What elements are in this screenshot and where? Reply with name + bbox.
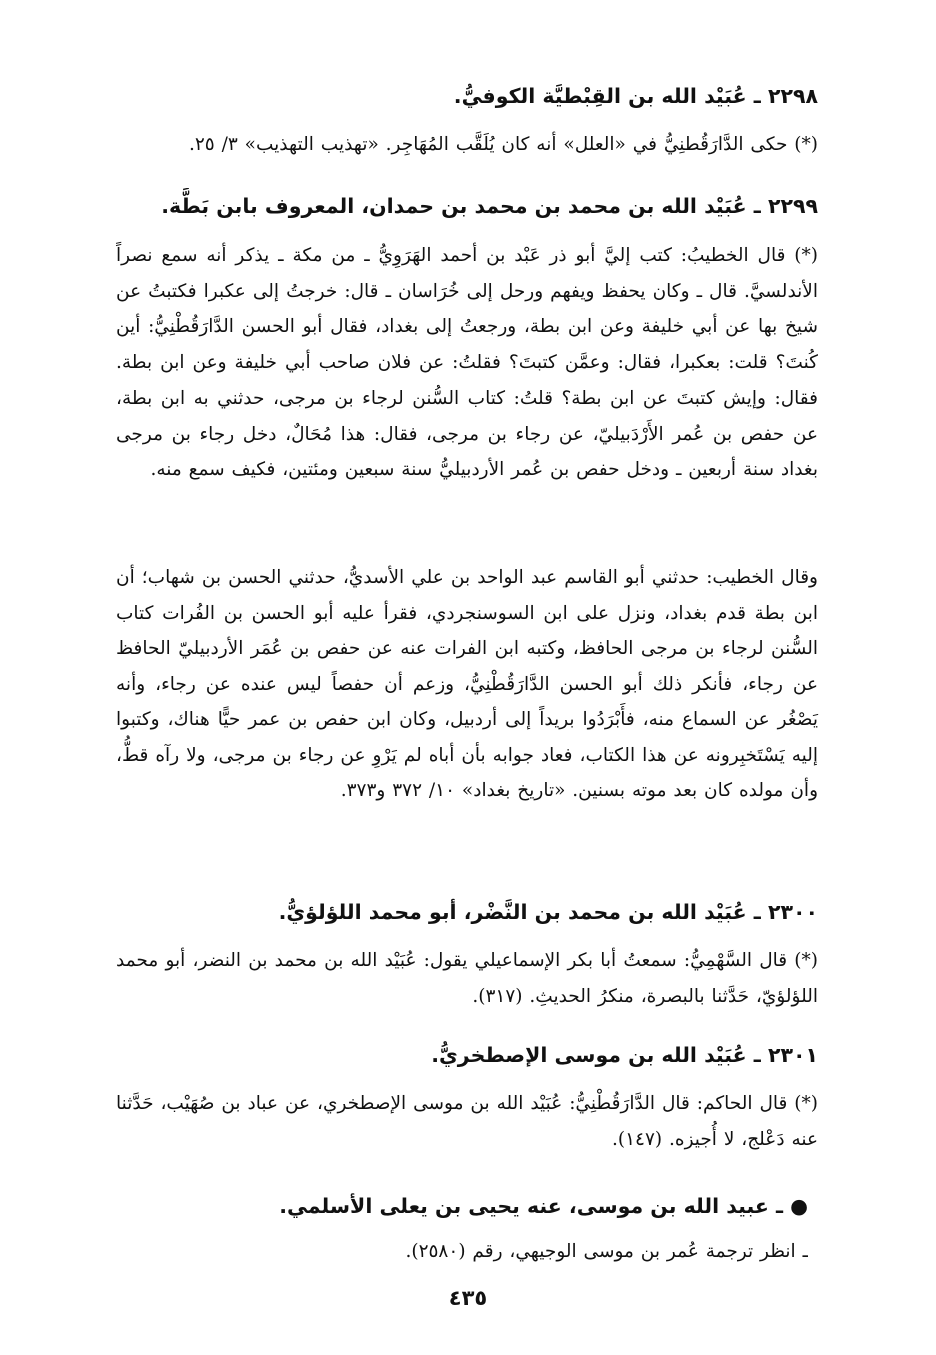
entry-heading: ٢٣٠١ ـ عُبَيْد الله بن موسى الإصطخريُّ. xyxy=(431,1043,818,1067)
entry-heading: ٢٢٩٩ ـ عُبَيْد الله بن محمد بن محمد بن حمدان، المعروف بابن بَطَّة. xyxy=(161,194,818,218)
entry-body: (*) حكى الدَّارَقُطنِيُّ في «العلل» أنه كان يُلَقَّب المُهَاجِر. «تهذيب التهذيب» ٣/ ٢٥. xyxy=(188,134,818,155)
page-number: ٤٣٥ xyxy=(448,1286,488,1310)
entry-body: (*) قال الحاكم: قال الدَّارَقُطْنِيُّ: عُبَيْد الله بن موسى الإصطخري، عن عباد بن صُهَيْب، حَدَّثنا عنه دَعْلج، لا أُجيزه. (١٤٧). xyxy=(116,1093,818,1150)
entry-heading: ٢٢٩٨ ـ عُبَيْد الله بن القِبْطيَّة الكوفيُّ. xyxy=(453,84,818,108)
cross-reference-note: ـ انظر ترجمة عُمر بن موسى الوجيهي، رقم (٢٥٨٠). xyxy=(405,1241,808,1262)
entry-body: (*) قال الخطيبُ: كتب إليَّ أبو ذر عَبْد بن أحمد الهَرَوِيُّ ـ من مكة ـ يذكر أنه سمع نصراً الأندلسيَّ. قال ـ وكان يحفظ ويفهم ورحل إلى خُرَاسان ـ قال: خرجتُ إلى عكبرا فكتبتُ عن شيخ بها عن أبي خليفة وعن ابن بطة، ورجعتُ إلى بغداد، فقال أبو الحسن الدَّارَقُطْنِيُّ: أين كُنتَ؟ قلت: بعكبرا، فقال: وعمَّن كتبتَ؟ فقلتُ: عن فلان صاحب أبي خليفة وعن ابن بطة. فقال: وإيش كتبتَ عن ابن بطة؟ قلتُ: كتاب السُّنن لرجاء بن مرجى، حدثني به ابن بطة، عن حفص بن عُمر الأَرْدَبيليّ، عن رجاء بن مرجى، فقال: هذا مُحَالٌ، دخل رجاء بن مرجى بغداد سنة أربعين ـ ودخل حفص بن عُمر الأردبيليُّ سنة سبعين ومئتين، فكيف سمع منه. xyxy=(116,245,818,481)
cross-reference-heading: ● ـ عبيد الله بن موسى، عنه يحيى بن يعلى الأسلمي. xyxy=(279,1194,808,1218)
entry-body: (*) قال السَّهْمِيُّ: سمعتُ أبا بكر الإسماعيلي يقول: عُبَيْد الله بن محمد بن النضر، أبو محمد اللؤلؤيّ، حَدَّثنا بالبصرة، منكرُ الحديثِ. (٣١٧). xyxy=(116,950,818,1007)
entry-heading: ٢٣٠٠ ـ عُبَيْد الله بن محمد بن النَّضْر، أبو محمد اللؤلؤيُّ. xyxy=(278,900,818,924)
entry-body: وقال الخطيب: حدثني أبو القاسم عبد الواحد بن علي الأسديُّ، حدثني الحسن بن شهاب؛ أن ابن بطة قدم بغداد، ونزل على ابن السوسنجردي، فقرأ عليه أبو الحسن بن الفُرات كتاب السُّنن لرجاء بن مرجى الحافظ، وكتبه ابن الفرات عنه عن حفص بن عُمَر الأردبيليّ الحافظ عن رجاء، فأنكر ذلك أبو الحسن الدَّارَقُطْنِيُّ، وزعم أن حفصاً ليس عنده عن رجاء، وأنه يَصْغُر عن السماع منه، فأَبْرَدُوا بريداً إلى أردبيل، وكان ابن حفص بن عمر حيًّا هناك، وكتبوا إليه يَسْتَخبِرونه عن هذا الكتاب، فعاد جوابه بأن أباه لم يَرْوِ عن رجاء بن مرجى، ولا رآه قطُّ، وأن مولده كان بعد موته بسنين. «تاريخ بغداد» ١٠/ ٣٧٢ و٣٧٣. xyxy=(116,567,818,801)
